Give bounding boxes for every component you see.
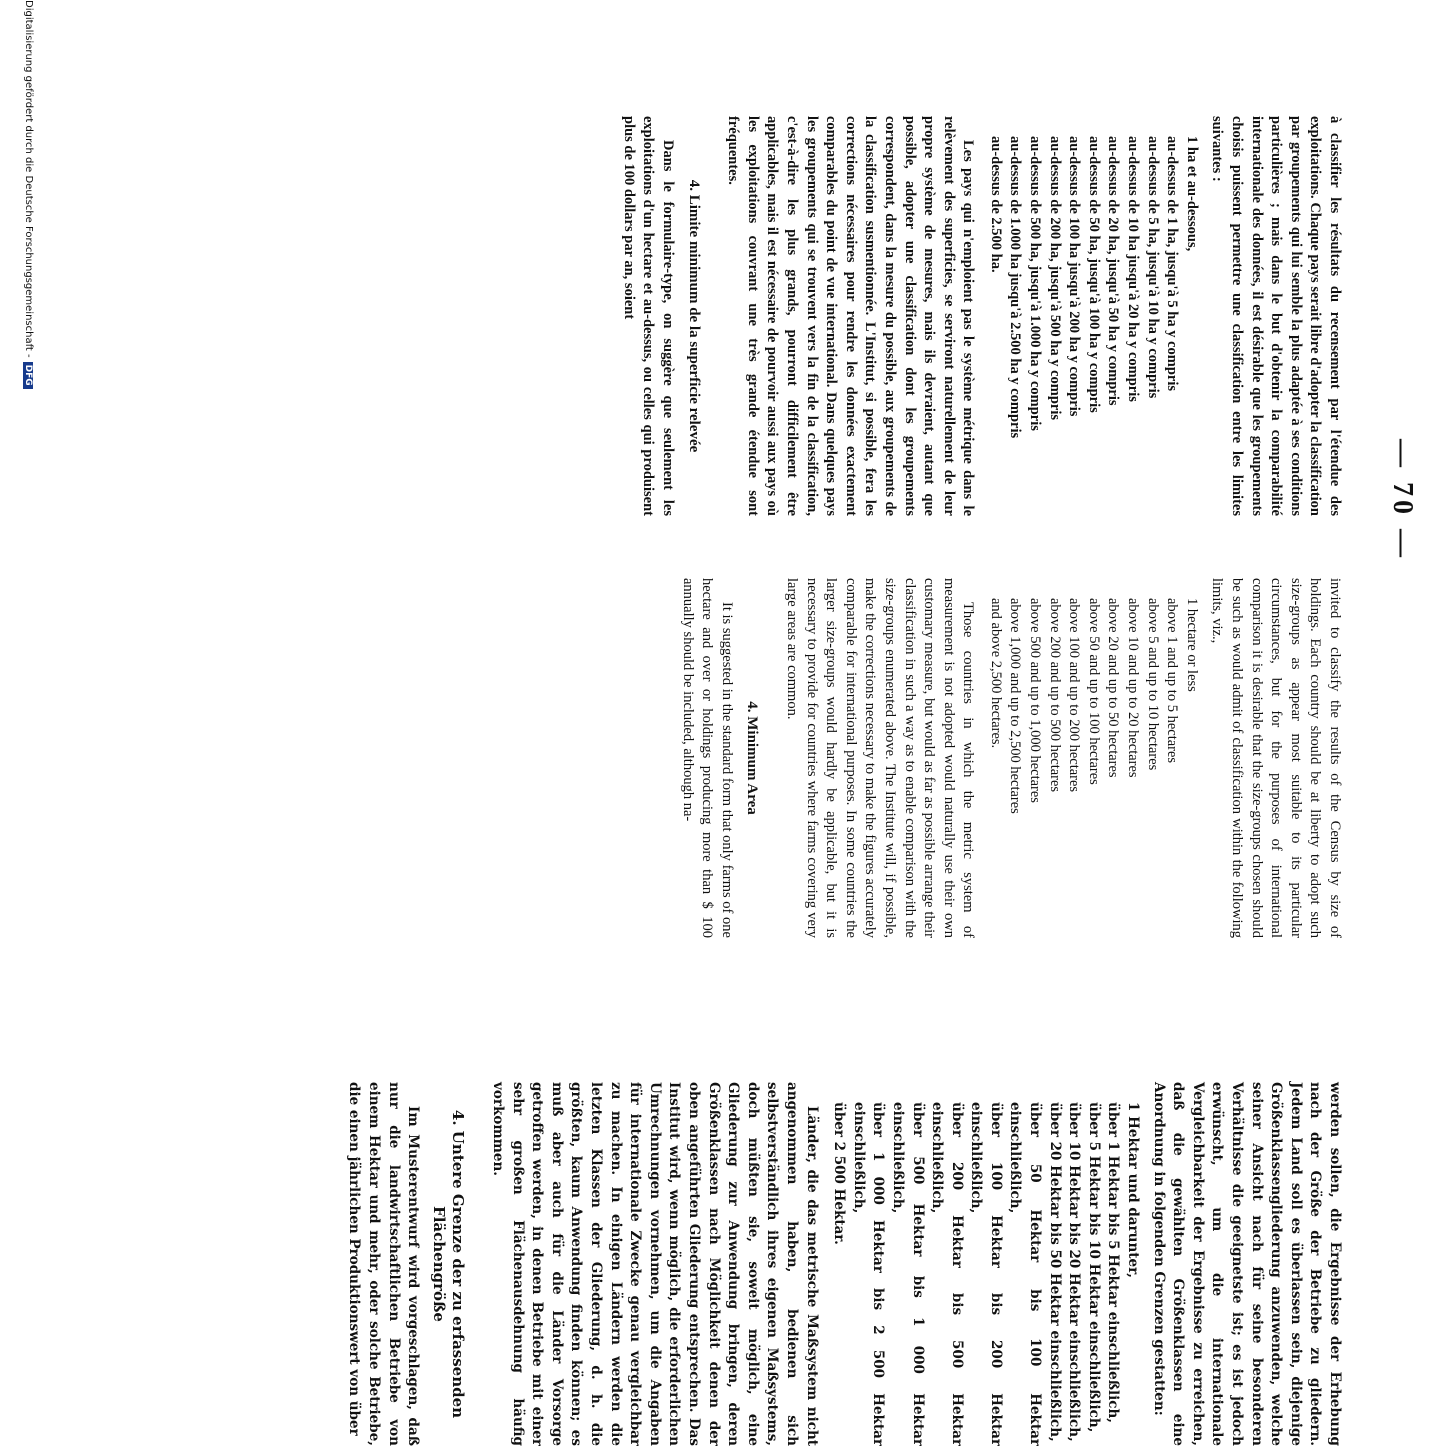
french-size-item: au-dessus de 50 ha, jusqu'à 100 ha y compris [1085,136,1102,413]
french-size-item: au-dessus de 10 ha jusqu'à 20 ha y compris [1125,136,1142,402]
english-column [677,578,1344,938]
german-size-item: über 50 Hektar bis 100 Hektar einschließlich, [1007,1102,1044,1446]
english-size-item: above 1,000 and up to 2,500 hectares [1007,598,1024,814]
german-paragraph: Im Musterentwurf wird vorgeschlagen, daß nur die landwirtschaftlichen Betriebe von einem Hektar und mehr, oder solche Betriebe, die einen jährlichen Produktionswert von über [346,1082,422,1446]
english-size-item: above 20 and up to 50 hectares [1105,598,1122,778]
english-paragraph: It is suggested in the standard form that only farms of one hectare and over or holdings producing more than $ 100 annually should be included, although na- [679,578,735,938]
english-size-item: above 50 and up to 100 hectares [1085,598,1102,785]
german-size-item: über 500 Hektar bis 1 000 Hektar einschließlich, [889,1102,926,1446]
english-size-item: and above 2,500 hectares. [987,598,1004,749]
english-size-list [985,578,1201,938]
english-intro: invited to classify the results of the Census by size of holdings. Each country should be at liberty to adopt such size-groups as appear most suitable to its particular circumstances, but for the purposes of international comparison it is desirable that the size-groups chosen should be such as would admit of classification within the following limits, viz., [1209,578,1343,938]
french-paragraph: Les pays qui n'emploient pas le système métrique dans le relèvement des superficies, se serviront naturellement de leur propre système de mesures, mais ils devraient, autant que possible, adopter une classification dont les groupements correspondent, dans la mesure du possible, aux groupements de la classification susmentionnée. L'Institut, si possible, fera les corrections nécessaires pour rendre les données exactement comparables du point de vue international. Dans quelques pays les groupements qui se trouvent vers la fin de la classification, c'est-à-dire les plus grands, pourront difficilement être applicables, mais il est nécessaire de pourvoir aussi aux pays où les exploitations couvrant une très grande étendue sont fréquentes. [725,116,977,516]
english-size-item: above 10 and up to 20 hectares [1125,598,1142,778]
english-paragraph: Those countries in which the metric system of measurement is not adopted would naturally use their own customary measure, but would as far as possible arrange their classification in such a way as to enable comparison with the size-groups enumerated above. The Institute will, if possible, make the corrections necessary to make the figures accurately comparable for international purposes. In some countries the larger size-groups would hardly be applicable, but it is necessary to provide for countries where farms covering very large areas are common. [783,578,977,938]
french-paragraph: Dans le formulaire-type, on suggère que seulement les exploitations d'un hectare et au-dessus, ou celles qui produisent plus de 100 dollars par an, soient [620,116,676,516]
french-size-item: au-dessus de 500 ha, jusqu'à 1.000 ha y compris [1027,136,1044,431]
english-size-item: 1 hectare or less [1183,598,1200,692]
english-size-item: above 100 and up to 200 hectares [1066,598,1083,793]
german-paragraph: Länder, die das metrische Maßsystem nicht angenommen haben, bedienen sich selbstverständlich ihres eigenen Maßsystems, doch müßten sie, soweit möglich, eine Gliederung zur Anwendung bringen, deren Größenklassen nach Möglichkeit denen der oben angeführten Gliederung entsprechen. Das Institut wird, wenn möglich, die erforderlichen Umrechnungen vornehmen, um die Angaben für internationale Zwecke genau vergleichbar zu machen. In einigen Ländern werden die letzten Klassen der Gliederung, d. h. die größten, kaum Anwendung finden können; es muß aber auch für die Länder Vorsorge getroffen werden, in denen Betriebe mit einer sehr großen Flächenausdehnung häufig vorkommen. [490,1082,820,1446]
french-section-heading: 4. Limite minimum de la superficie relevée [685,179,702,453]
french-size-item: au-dessus de 2.500 ha. [987,136,1004,273]
german-intro: werden sollen, die Ergebnisse der Erhebung nach der Größe der Betriebe zu gliedern. Jedem Land soll es überlassen sein, diejenige Größenklassengliederung anzuwenden, welche seiner Ansicht nach für seine besonderen Verhältnisse die geeignetste ist; es ist jedoch erwünscht, um die internationale Vergleichbarkeit der Ergebnisse zu erreichen, daß die gewählten Größenklassen eine Anordnung in folgenden Grenzen gestatten: [1150,1082,1343,1446]
credit-text: Digitalisierung gefördert durch die Deutsche Forschungsgemeinschaft - [23,0,34,358]
german-size-item: 1 Hektar und darunter, [1125,1102,1142,1278]
german-size-item: über 1 000 Hektar bis 2 500 Hektar einschließlich, [850,1102,887,1446]
german-size-item: über 1 Hektar bis 5 Hektar einschließlich, [1105,1102,1122,1423]
dfg-logo: DFG [23,362,33,389]
german-size-item: über 2 500 Hektar. [831,1102,848,1245]
french-size-item: au-dessus de 200 ha, jusqu'à 500 ha y compris [1046,136,1063,421]
german-size-list [829,1082,1143,1446]
german-size-item: über 20 Hektar bis 50 Hektar einschließlich, [1046,1102,1063,1442]
english-size-item: above 5 and up to 10 hectares [1144,598,1161,771]
english-size-item: above 200 and up to 500 hectares [1046,598,1063,793]
english-section-heading: 4. Minimum Area [744,701,761,815]
french-size-item: au-dessus de 100 ha jusqu'à 200 ha y compris [1066,136,1083,417]
french-size-item: au-dessus de 1 ha, jusqu'à 5 ha y compris [1164,136,1181,392]
german-section-heading: 4. Untere Grenze der zu erfassenden Flächengröße [429,1109,468,1419]
german-column [344,1082,1344,1446]
french-size-item: au-dessus de 20 ha, jusqu'à 50 ha y compris [1105,136,1122,406]
german-size-item: über 200 Hektar bis 500 Hektar einschließlich, [929,1102,965,1446]
english-size-item: above 1 and up to 5 hectares [1164,598,1181,764]
german-size-item: über 10 Hektar bis 20 Hektar einschließlich, [1066,1102,1083,1442]
french-size-item: au-dessus de 1.000 ha jusqu'à 2.500 ha y compris [1007,136,1024,439]
german-size-item: über 100 Hektar bis 200 Hektar einschließlich, [968,1102,1004,1446]
french-size-list [985,116,1201,516]
german-size-item: über 5 Hektar bis 10 Hektar einschließlich, [1085,1102,1102,1433]
digitization-credit [23,0,34,1000]
french-size-item: 1 ha et au-dessous, [1183,136,1200,252]
page-number: — 70 — [1387,439,1418,561]
english-size-item: above 500 and up to 1,000 hectares [1027,598,1044,803]
french-column [618,116,1344,516]
french-intro: à classifier les résultats du recensement par l'étendue des exploitations. Chaque pays serait libre d'adopter la classification par groupements qui lui semble la plus adaptée à ses conditions particulières ; mais dans le but d'obtenir la comparabilité internationale des données, il est désirable que les groupements choisis puissent permettre une classification entre les limites suivantes : [1209,116,1343,516]
french-size-item: au-dessus de 5 ha, jusqu'à 10 ha y compris [1144,136,1161,399]
